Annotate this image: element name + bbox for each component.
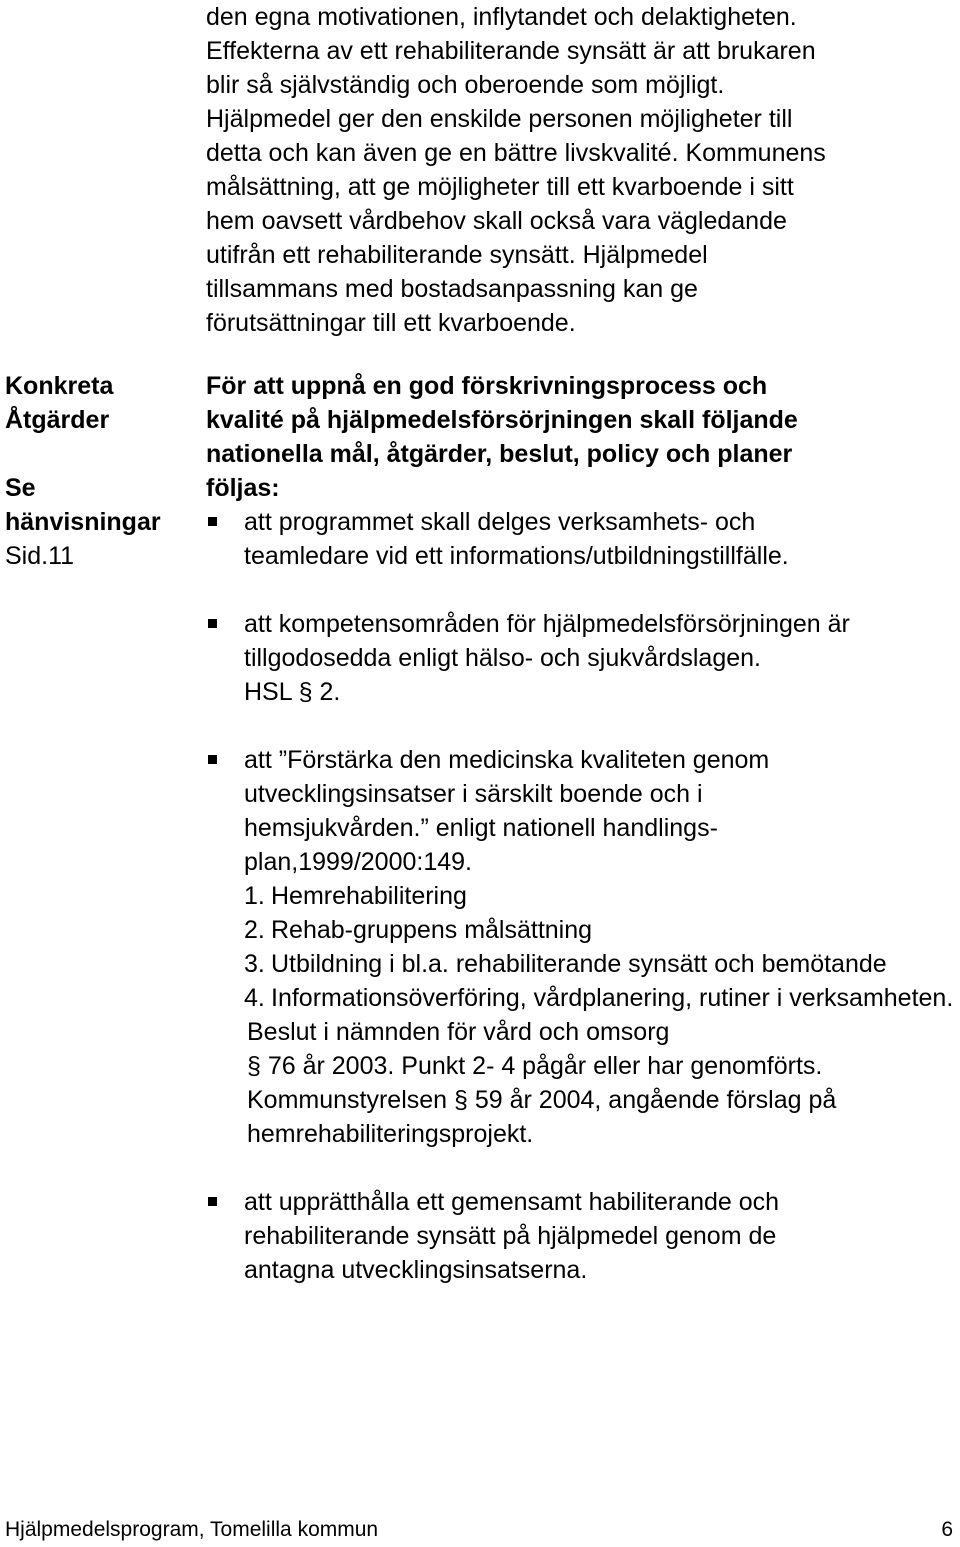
decision-paragraph — [244, 1015, 960, 1151]
text-line: målsättning, att ge möjligheter till ett kvarboende i sitt — [206, 173, 794, 201]
text-line: teamledare vid ett informations/utbildningstillfälle. — [244, 542, 789, 570]
item-number: 3. — [244, 950, 265, 978]
item-text: Hemrehabilitering — [271, 882, 467, 910]
text-line: tillsammans med bostadsanpassning kan ge — [206, 275, 698, 303]
numbered-item — [244, 879, 960, 913]
item-text: Informationsöverföring, vårdplanering, rutiner i verksamheten. — [271, 984, 954, 1012]
text-line: tillgodosedda enligt hälso- och sjukvårdslagen. — [244, 644, 761, 672]
heading-line: nationella mål, åtgärder, beslut, policy och planer — [206, 440, 793, 468]
margin-reference: hänvisningar — [5, 508, 161, 536]
item-text: Utbildning i bl.a. rehabiliterande synsätt och bemötande — [271, 950, 887, 978]
numbered-item — [244, 981, 960, 1015]
text-line: Hjälpmedel ger den enskilde personen möjligheter till — [206, 105, 793, 133]
page-footer — [5, 1516, 955, 1544]
bullet-list — [206, 505, 960, 1287]
text-line: § 76 år 2003. Punkt 2- 4 pågår eller har genomförts. — [247, 1052, 823, 1080]
text-line: hem oavsett vårdbehov skall också vara vägledande — [206, 207, 787, 235]
heading-line: följas: — [206, 474, 280, 502]
text-line: förutsättningar till ett kvarboende. — [206, 309, 576, 337]
text-line: Kommunstyrelsen § 59 år 2004, angående förslag på — [247, 1086, 837, 1114]
numbered-list — [244, 879, 960, 1015]
numbered-item — [244, 913, 960, 947]
text-line: rehabiliterande synsätt på hjälpmedel genom de — [244, 1222, 777, 1250]
text-line: att ”Förstärka den medicinska kvaliteten genom — [244, 746, 770, 774]
heading-line: kvalité på hjälpmedelsförsörjningen skall följande — [206, 406, 798, 434]
section-heading — [206, 369, 956, 505]
margin-heading: Konkreta — [5, 372, 114, 400]
text-line: antagna utvecklingsinsatserna. — [244, 1256, 588, 1284]
numbered-item — [244, 947, 960, 981]
item-number: 4. — [244, 984, 265, 1012]
item-number: 1. — [244, 882, 265, 910]
item-number: 2. — [244, 916, 265, 944]
margin-page-reference: Sid.11 — [5, 542, 75, 570]
bullet-item — [206, 743, 960, 1151]
text-line: plan,1999/2000:149. — [244, 848, 472, 876]
text-line: att upprätthålla ett gemensamt habiliterande och — [244, 1188, 780, 1216]
item-text: Rehab-gruppens målsättning — [271, 916, 593, 944]
page-number: 6 — [941, 1518, 953, 1541]
text-line: detta och kan även ge en bättre livskvalité. Kommunens — [206, 139, 826, 167]
square-bullet-icon — [208, 619, 217, 628]
text-line: utvecklingsinsatser i särskilt boende och i — [244, 780, 703, 808]
text-line: att programmet skall delges verksamhets- och — [244, 508, 756, 536]
square-bullet-icon — [208, 517, 217, 526]
text-line: hemrehabiliteringsprojekt. — [247, 1120, 534, 1148]
margin-heading: Åtgärder — [5, 406, 110, 434]
intro-paragraph — [206, 0, 956, 340]
square-bullet-icon — [208, 755, 217, 764]
text-line: blir så självständig och oberoende som möjligt. — [206, 71, 725, 99]
text-line: utifrån ett rehabiliterande synsätt. Hjälpmedel — [206, 241, 708, 269]
text-line: hemsjukvården.” enligt nationell handlings- — [244, 814, 718, 842]
heading-line: För att uppnå en god förskrivningsprocess och — [206, 372, 768, 400]
footer-title: Hjälpmedelsprogram, Tomelilla kommun — [5, 1518, 379, 1541]
bullet-item — [206, 607, 960, 709]
margin-reference: Se — [5, 474, 36, 502]
text-line: att kompetensområden för hjälpmedelsförsörjningen är — [244, 610, 850, 638]
bullet-item — [206, 1185, 960, 1287]
text-line: Effekterna av ett rehabiliterande synsätt är att brukaren — [206, 37, 816, 65]
text-line: den egna motivationen, inflytandet och delaktigheten. — [206, 3, 797, 31]
text-line: Beslut i nämnden för vård och omsorg — [247, 1018, 670, 1046]
square-bullet-icon — [208, 1197, 217, 1206]
text-line: HSL § 2. — [244, 678, 341, 706]
bullet-item — [206, 505, 960, 573]
margin-notes — [5, 369, 200, 573]
